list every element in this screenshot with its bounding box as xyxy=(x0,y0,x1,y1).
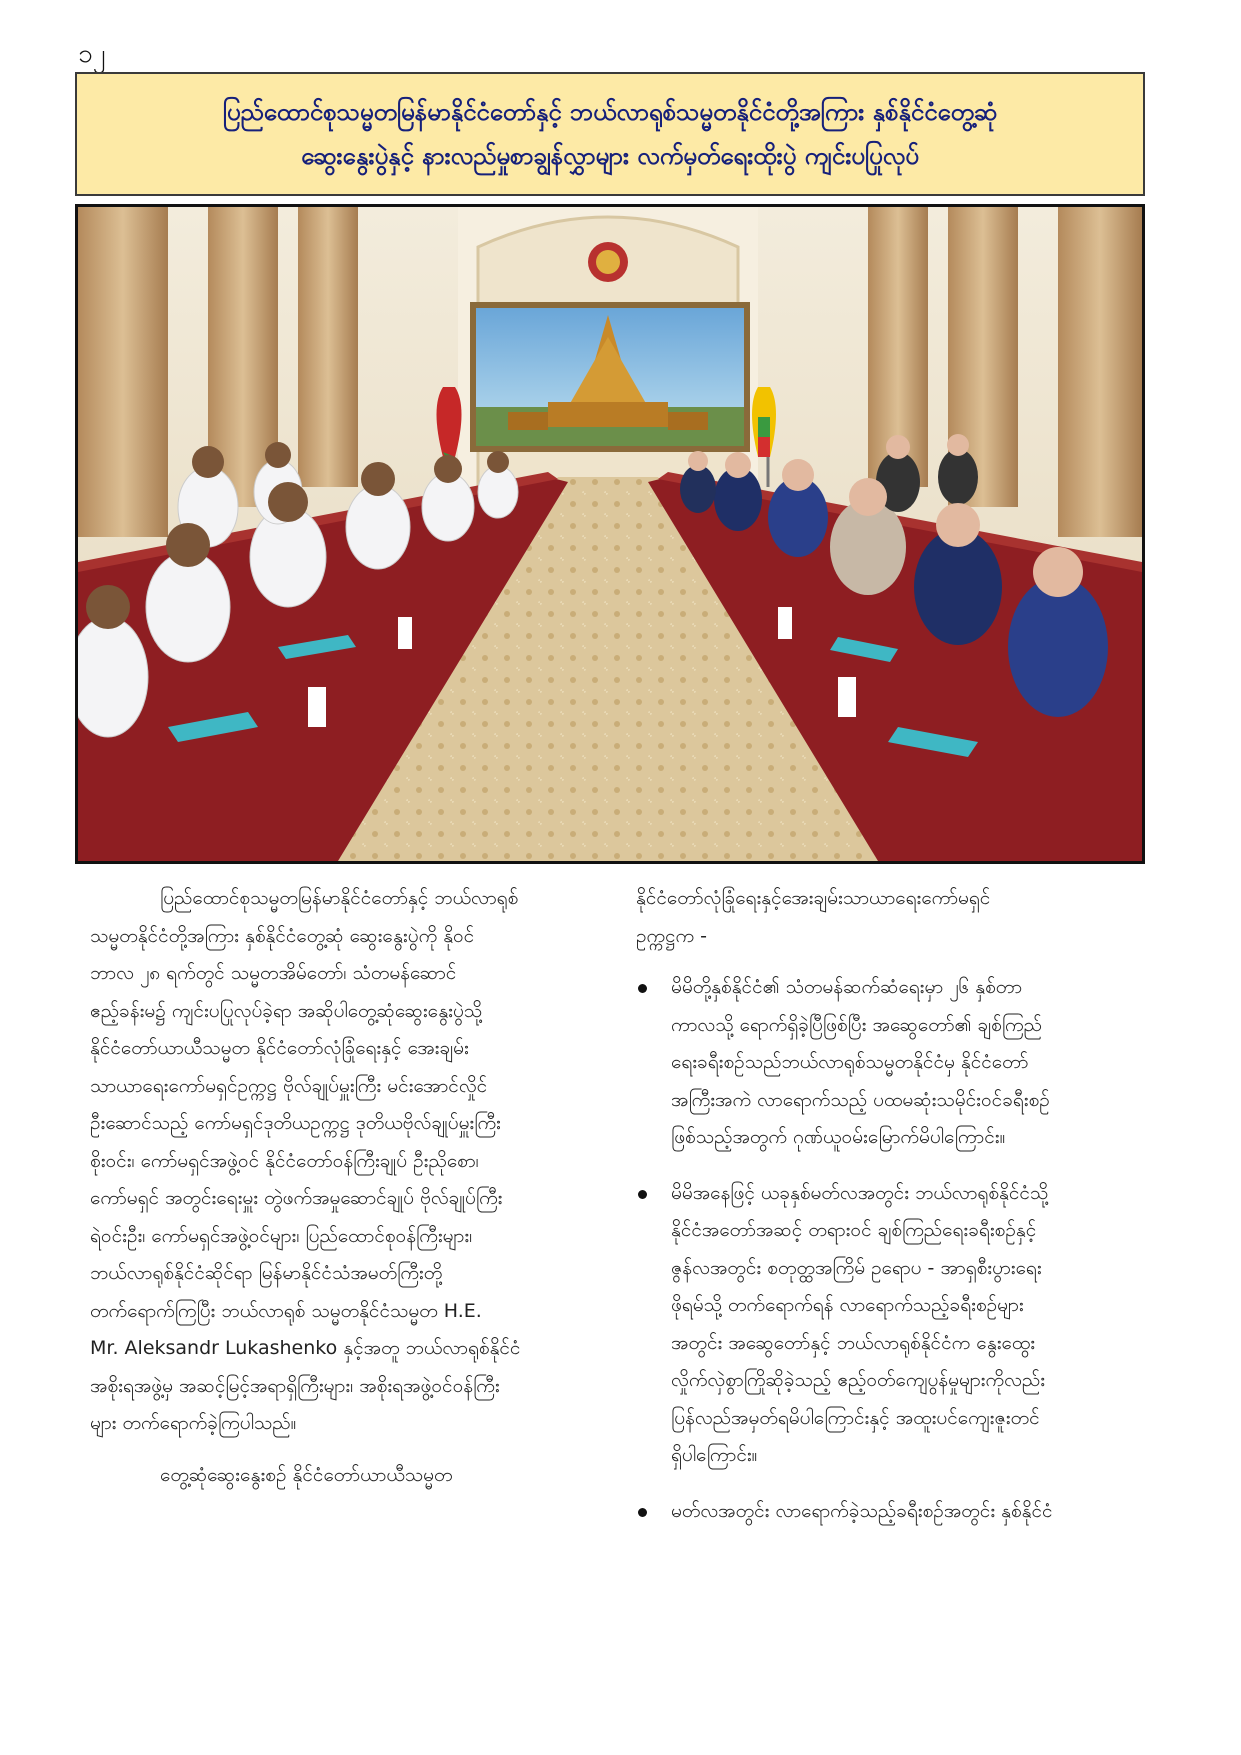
right-intro-line: နိုင်ငံတော်လုံခြုံရေးနှင့်အေးချမ်းသာယာရေးကော်မရှင် xyxy=(636,887,991,909)
intro-paragraph-line: ကော်မရှင် အတွင်းရေးမှူး တွဲဖက်အမှုဆောင်ချုပ် ဗိုလ်ချုပ်ကြီး xyxy=(90,1187,503,1209)
intro-paragraph-line: များ တက်ရောက်ခဲ့ကြပါသည်။ xyxy=(90,1412,297,1434)
intro-paragraph-line: ရဲဝင်းဦး၊ ကော်မရှင်အဖွဲ့ဝင်များ၊ ပြည်ထောင်စုဝန်ကြီးများ၊ xyxy=(90,1224,473,1247)
bullet-icon xyxy=(638,1508,647,1517)
meeting-photo xyxy=(75,204,1145,864)
intro-paragraph-line: စိုးဝင်း၊ ကော်မရှင်အဖွဲ့ဝင် နိုင်ငံတော်ဝန်ကြီးချုပ် ဦးညိုစော၊ xyxy=(90,1149,479,1172)
intro-paragraph-line: ဘာလ ၂၈ ရက်တွင် သမ္မတအိမ်တော်၊ သံတမန်ဆောင် xyxy=(90,962,457,984)
intro-paragraph-line: ပြည်ထောင်စုသမ္မတမြန်မာနိုင်ငံတော်နှင့် ဘယ်လာရုစ် xyxy=(160,887,519,909)
intro-paragraph-line: သမ္မတနိုင်ငံတို့အကြား နှစ်နိုင်ငံတွေ့ဆုံ ဆွေးနွေးပွဲကို နိုဝင် xyxy=(90,924,475,947)
bullet-line: ပြန်လည်အမှတ်ရမိပါကြောင်းနှင့် အထူးပင်ကျေးဇူးတင် xyxy=(671,1406,1040,1429)
intro-paragraph-line: နိုင်ငံတော်ယာယီသမ္မတ နိုင်ငံတော်လုံခြုံရေးနှင့် အေးချမ်း xyxy=(90,1037,469,1059)
intro-paragraph-line: သာယာရေးကော်မရှင်ဥက္ကဋ္ဌ ဗိုလ်ချုပ်မှူးကြီး မင်းအောင်လှိုင် xyxy=(90,1074,488,1097)
intro-paragraph-line: ဧည့်ခန်းမ၌ ကျင်းပပြုလုပ်ခဲ့ရာ အဆိုပါတွေ့ဆုံဆွေးနွေးပွဲသို့ xyxy=(90,999,483,1022)
bullet-line: လှိုက်လှဲစွာကြိုဆိုခဲ့သည့် ဧည့်ဝတ်ကျေပွန်မှုများကိုလည်း xyxy=(671,1369,1046,1391)
second-paragraph-line: တွေ့ဆုံဆွေးနွေးစဉ် နိုင်ငံတော်ယာယီသမ္မတ xyxy=(160,1463,453,1486)
bullet-line: ကာလသို့ ရောက်ရှိခဲ့ပြီဖြစ်ပြီး အဆွေတော်၏ ချစ်ကြည် xyxy=(671,1013,1043,1036)
pagoda-painting xyxy=(470,302,750,452)
bullet-item xyxy=(636,969,1151,1157)
bullet-line: အတွင်း အဆွေတော်နှင့် ဘယ်လာရုစ်နိုင်ငံက နွေးထွေး xyxy=(671,1331,1036,1354)
headline-box xyxy=(75,72,1145,196)
bullet-item xyxy=(636,1493,1151,1531)
page-number: ၁၂ xyxy=(78,39,106,69)
bullet-line: မိမိအနေဖြင့် ယခုနှစ်မတ်လအတွင်း ဘယ်လာရုစ်နိုင်ငံသို့ xyxy=(671,1181,1049,1204)
intro-paragraph-line: ဦးဆောင်သည့် ကော်မရှင်ဒုတိယဥက္ကဋ္ဌ ဒုတိယဗိုလ်ချုပ်မှူးကြီး xyxy=(90,1112,501,1134)
bullet-line: နိုင်ငံအတော်အဆင့် တရားဝင် ချစ်ကြည်ရေးခရီးစဉ်နှင့် xyxy=(671,1219,1037,1241)
meeting-photo-illustration xyxy=(78,207,1142,861)
bullet-line: မိမိတို့နှစ်နိုင်ငံ၏ သံတမန်ဆက်ဆံရေးမှာ ၂၆ နှစ်တာ xyxy=(671,976,1023,998)
bullet-line: အကြီးအကဲ လာရောက်သည့် ပထမဆုံးသမိုင်းဝင်ခရီးစဉ် xyxy=(671,1088,1050,1111)
state-emblem-icon xyxy=(588,242,628,282)
headline-line-2: ဆွေးနွေးပွဲနှင့် နားလည်မှုစာချွန်လွှာများ လက်မှတ်ရေးထိုးပွဲ ကျင်းပပြုလုပ် xyxy=(301,142,919,170)
intro-paragraph-line: Mr. Aleksandr Lukashenko နှင့်အတူ ဘယ်လာရုစ်နိုင်ငံ xyxy=(90,1337,521,1359)
bullet-line: ဖိုရမ်သို့ တက်ရောက်ရန် လာရောက်သည့်ခရီးစဉ်များ xyxy=(671,1294,1024,1316)
bullet-line: မတ်လအတွင်း လာရောက်ခဲ့သည့်ခရီးစဉ်အတွင်း နှစ်နိုင်ငံ xyxy=(671,1499,1053,1522)
right-intro-line: ဥက္ကဋ္ဌက - xyxy=(636,924,707,947)
right-column xyxy=(636,880,1151,1548)
bullet-line: ဖြစ်သည့်အတွက် ဂုဏ်ယူဝမ်းမြောက်မိပါကြောင်း။ xyxy=(671,1126,1006,1148)
left-column xyxy=(90,880,602,1494)
bullet-item xyxy=(636,1175,1151,1475)
headline-line-1: ပြည်ထောင်စုသမ္မတမြန်မာနိုင်ငံတော်နှင့် ဘယ်လာရုစ်သမ္မတနိုင်ငံတို့အကြား နှစ်နိုင်ငံတွေ့ဆုံ xyxy=(222,98,998,126)
intro-paragraph-line: ဘယ်လာရုစ်နိုင်ငံဆိုင်ရာ မြန်မာနိုင်ငံသံအမတ်ကြီးတို့ xyxy=(90,1262,443,1284)
intro-paragraph-line: တက်ရောက်ကြပြီး ဘယ်လာရုစ် သမ္မတနိုင်ငံသမ္မတ H.E. xyxy=(90,1299,482,1322)
bullet-icon xyxy=(638,1190,647,1199)
intro-paragraph-line: အစိုးရအဖွဲ့မှ အဆင့်မြင့်အရာရှိကြီးများ၊ အစိုးရအဖွဲ့ဝင်ဝန်ကြီး xyxy=(90,1374,500,1397)
bullet-line: ဇွန်လအတွင်း စတုတ္ထအကြိမ် ဥရောပ - အာရှစီးပွားရေး xyxy=(671,1256,1042,1279)
bullet-line: ရေးခရီးစဉ်သည်ဘယ်လာရုစ်သမ္မတနိုင်ငံမှ နိုင်ငံတော် xyxy=(671,1051,1029,1073)
bullet-line: ရှိပါကြောင်း။ xyxy=(671,1444,758,1466)
bullet-icon xyxy=(638,984,647,993)
